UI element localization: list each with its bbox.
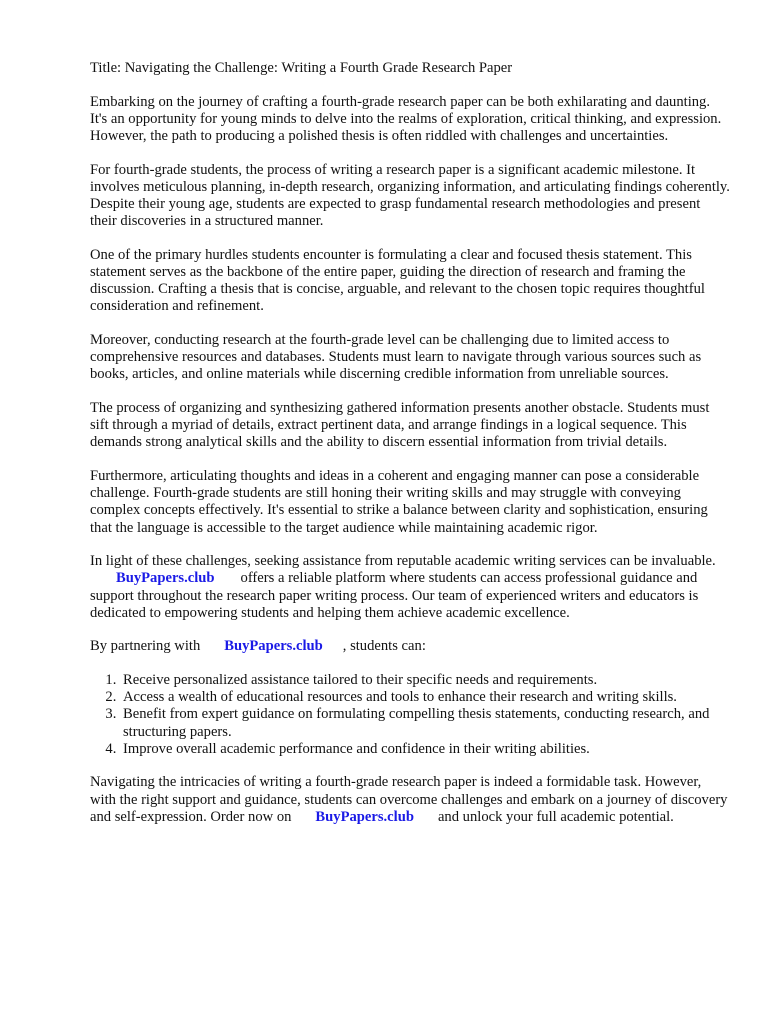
paragraph-thesis: One of the primary hurdles students encounter is formulating a clear and focused thesis statement. This statement serves as the backbone of the entire paper, guiding the direction of research and framing the discussion. Crafting a thesis that is concise, arguable, and relevant to the chosen topic requires thoughtful consideration and refinement. [90, 246, 705, 315]
paragraph-assistance [90, 553, 730, 622]
list-item: 2. Access a wealth of educational resources and tools to enhance their research and writing skills. [120, 689, 730, 706]
closing-text-after: and unlock your full academic potential. [437, 808, 674, 825]
partnering-text-after: , students can: [342, 638, 426, 655]
paragraph-research: Moreover, conducting research at the fourth-grade level can be challenging due to limited access to comprehensive resources and databases. Students must learn to navigate through various sources such as books, articles, and online materials while discerning credible information from unreliable sources. [90, 332, 702, 383]
partnering-text-before: By partnering with [90, 638, 201, 655]
paragraph-articulating: Furthermore, articulating thoughts and ideas in a coherent and engaging manner can pose a considerable challenge. Fourth-grade students are still honing their writing skills and may struggle with conveying complex concepts effectively. It's essential to strike a balance between clarity and sophistication, ensuring that the language is accessible to the target audience while maintaining academic rigor. [90, 468, 708, 536]
list-item: 4. Improve overall academic performance and confidence in their writing abilities. [120, 741, 730, 758]
paragraph-partnering [90, 638, 730, 655]
list-item: 1. Receive personalized assistance tailored to their specific needs and requirements. [120, 672, 730, 689]
list-item: 3. Benefit from expert guidance on formulating compelling thesis statements, conducting research, and structuring papers. [120, 706, 730, 740]
paragraph-closing [90, 774, 730, 826]
document-title: Title: Navigating the Challenge: Writing a Fourth Grade Research Paper [90, 60, 513, 76]
buypapers-link[interactable]: BuyPapers.club [116, 570, 215, 587]
paragraph-organizing: The process of organizing and synthesizing gathered information presents another obstacle. Students must sift through a myriad of details, extract pertinent data, and arrange findings in a logical sequence. This demands strong analytical skills and the ability to discern essential information from trivial details. [90, 400, 710, 451]
paragraph-intro: Embarking on the journey of crafting a fourth-grade research paper can be both exhilarating and daunting. It's an opportunity for young minds to delve into the realms of exploration, critical thinking, and expression. However, the path to producing a polished thesis is often riddled with challenges and uncertainties. [90, 93, 722, 144]
assistance-text-after: offers a reliable platform where students can access professional guidance and support throughout the research paper writing process. Our team of experienced writers and educators is dedicated to empowering students and helping them achieve academic excellence. [90, 570, 699, 621]
paragraph-milestone: For fourth-grade students, the process of writing a research paper is a significant academic milestone. It involves meticulous planning, in-depth research, organizing information, and articulating findings coherently. Despite their young age, students are expected to grasp fundamental research methodologies and present their discoveries in a structured manner. [90, 161, 730, 230]
assistance-text-before: In light of these challenges, seeking assistance from reputable academic writing services can be invaluable. [90, 553, 716, 570]
document-page [90, 60, 730, 842]
closing-text-before: Navigating the intricacies of writing a fourth-grade research paper is indeed a formidable task. However, with the right support and guidance, students can overcome challenges and embark on a journey of discovery and self-expression. Order now on [90, 774, 728, 825]
buypapers-link[interactable]: BuyPapers.club [315, 808, 414, 825]
benefits-list [90, 672, 730, 758]
buypapers-link[interactable]: BuyPapers.club [224, 638, 323, 655]
